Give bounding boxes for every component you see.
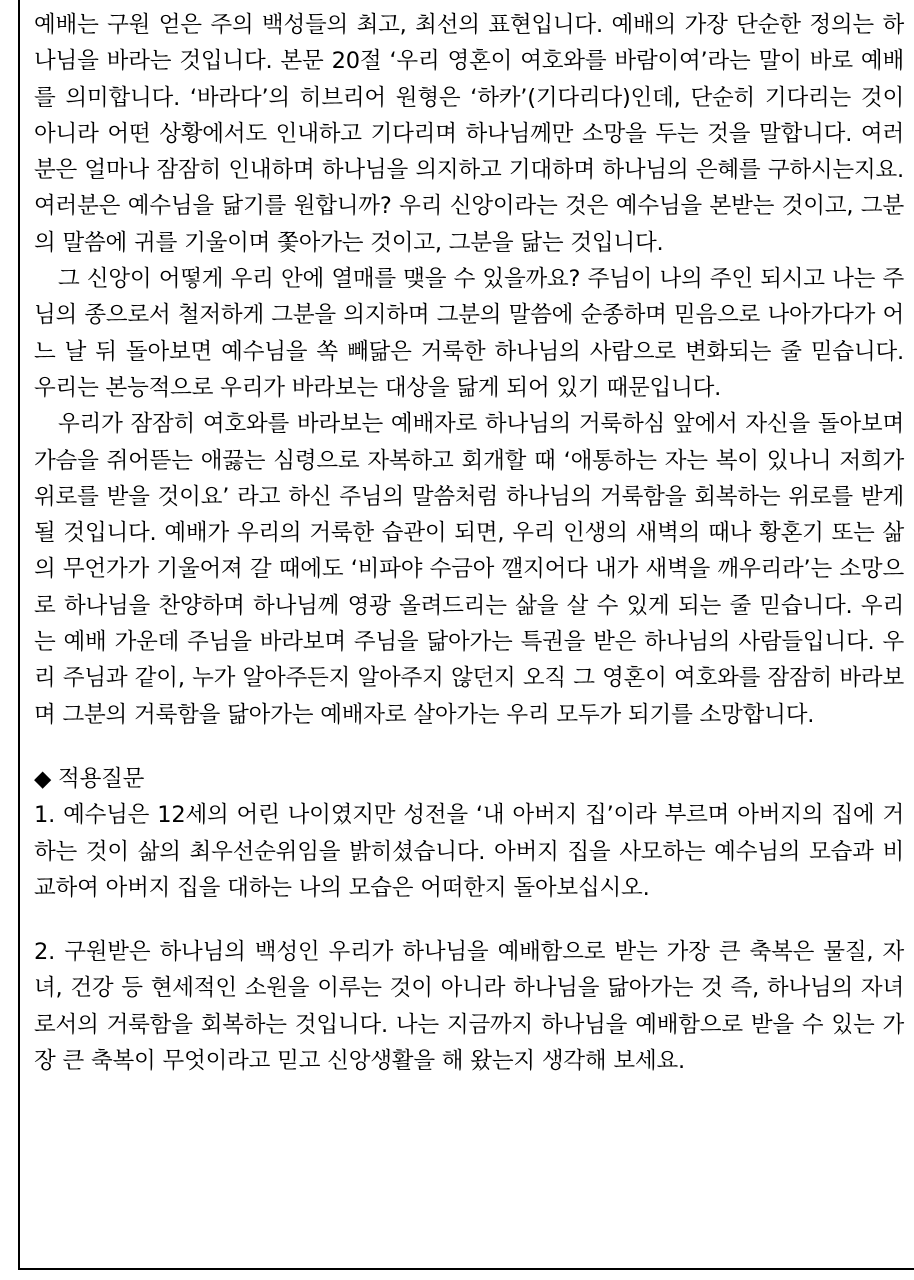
document-body	[34, 7, 904, 1079]
paragraph: 우리가 잠잠히 여호와를 바라보는 예배자로 하나님의 거룩하심 앞에서 자신을 돌아보며 가슴을 쥐어뜯는 애끓는 심령으로 자복하고 회개할 때 ‘애통하는 자는 복이 있나니 저희가 위로를 받을 것이요’ 라고 하신 주님의 말씀처럼 하나님의 거룩함을 회복하는 위로를 받게 될 것입니다. 예배가 우리의 거룩한 습관이 되면, 우리 인생의 새벽의 때나 황혼기 또는 삶의 무언가가 기울어져 갈 때에도 ‘비파야 수금아 깰지어다 내가 새벽을 깨우리라’는 소망으로 하나님을 찬양하며 하나님께 영광 올려드리는 삶을 살 수 있게 되는 줄 믿습니다. 우리는 예배 가운데 주님을 바라보며 주님을 닮아가는 특권을 받은 하나님의 사람들입니다. 우리 주님과 같이, 누가 알아주든지 알아주지 않던지 오직 그 영혼이 여호와를 잠잠히 바라보며 그분의 거룩함을 닮아가는 예배자로 살아가는 우리 모두가 되기를 소망합니다.	[34, 411, 904, 728]
question-item: 1. 예수님은 12세의 어린 나이였지만 성전을 ‘내 아버지 집’이라 부르며 아버지의 집에 거하는 것이 삶의 최우선순위임을 밝히셨습니다. 아버지 집을 사모하는 예수님의 모습과 비교하여 아버지 집을 대하는 나의 모습은 어떠한지 돌아보십시오.	[34, 802, 905, 901]
section-heading: ◆ 적용질문	[34, 765, 145, 792]
spacer	[34, 906, 904, 934]
paragraph: 예배는 구원 얻은 주의 백성들의 최고, 최선의 표현입니다. 예배의 가장 단순한 정의는 하나님을 바라는 것입니다. 본문 20절 ‘우리 영혼이 여호와를 바람이여’라는 말이 바로 예배를 의미합니다. ‘바라다’의 히브리어 원형은 ‘하카’(기다리다)인데, 단순히 기다리는 것이 아니라 어떤 상황에서도 인내하고 기다리며 하나님께만 소망을 두는 것을 말합니다. 여러분은 얼마나 잠잠히 인내하며 하나님을 의지하고 기대하며 하나님의 은혜를 구하시는지요. 여러분은 예수님을 닮기를 원합니까? 우리 신앙이라는 것은 예수님을 본받는 것이고, 그분의 말씀에 귀를 기울이며 쫓아가는 것이고, 그분을 닮는 것입니다.	[34, 12, 905, 256]
paragraph: 그 신앙이 어떻게 우리 안에 열매를 맺을 수 있을까요? 주님이 나의 주인 되시고 나는 주님의 종으로서 철저하게 그분을 의지하며 그분의 말씀에 순종하며 믿음으로 나아가다가 어느 날 뒤 돌아보면 예수님을 쏙 빼닮은 거룩한 하나님의 사람으로 변화되는 줄 믿습니다. 우리는 본능적으로 우리가 바라보는 대상을 닮게 되어 있기 때문입니다.	[34, 266, 904, 401]
spacer	[34, 733, 904, 761]
question-item: 2. 구원받은 하나님의 백성인 우리가 하나님을 예배함으로 받는 가장 큰 축복은 물질, 자녀, 건강 등 현세적인 소원을 이루는 것이 아니라 하나님을 닮아가는 것 즉, 하나님의 자녀로서의 거룩함을 회복하는 것입니다. 나는 지금까지 하나님을 예배함으로 받을 수 있는 가장 큰 축복이 무엇이라고 믿고 신앙생활을 해 왔는지 생각해 보세요.	[34, 939, 904, 1075]
